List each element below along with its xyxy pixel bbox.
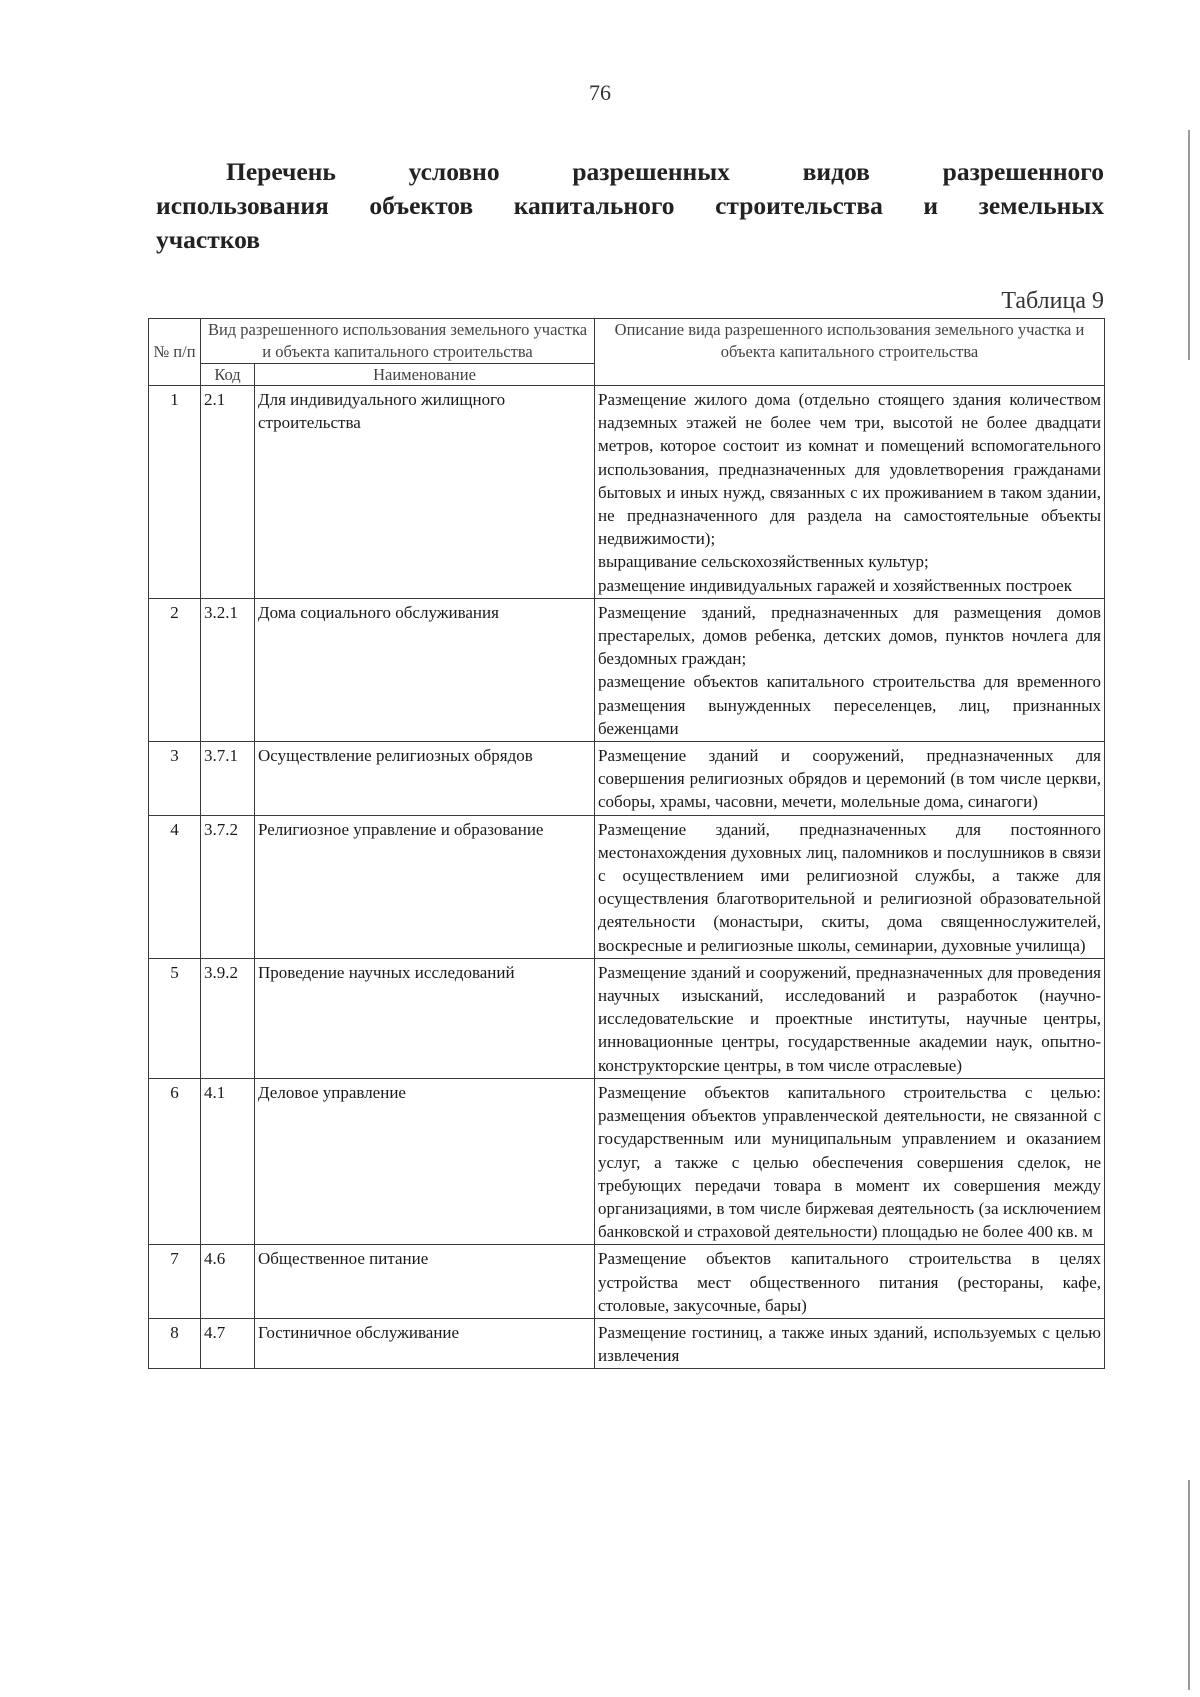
description-paragraph: Размещение объектов капитального строительства с целью: размещения объектов управленческой деятельности, не связанной с государственным или муниципальным управлением и оказанием услуг, а также с целью обеспечения совершения сделок, не требующих передачи товара в момент их совершения между организациями, в том числе биржевая деятельность (за исключением банковской и страховой деятельности) площадью не более 400 кв. м [598, 1082, 1101, 1242]
description-paragraph: Размещение объектов капитального строительства в целях устройства мест общественного питания (рестораны, кафе, столовые, закусочные, бары) [598, 1249, 1101, 1315]
description-paragraph: размещение индивидуальных гаражей и хозяйственных построек [598, 575, 1072, 595]
table-row [149, 1318, 1105, 1368]
header-code: Код [201, 364, 255, 386]
header-num: № п/п [149, 319, 201, 386]
row-description [595, 598, 1105, 741]
land-use-table [148, 318, 1105, 1369]
table-row [149, 958, 1105, 1078]
row-code: 3.7.2 [201, 815, 255, 958]
scan-edge-mark [1188, 130, 1190, 360]
heading-line-3: участков [156, 225, 260, 254]
row-description [595, 742, 1105, 816]
row-number: 1 [149, 386, 201, 599]
description-paragraph: размещение объектов капитального строительства для временного размещения вынужденных переселенцев, лиц, признанных беженцами [598, 672, 1101, 738]
row-description [595, 1318, 1105, 1368]
description-paragraph: Размещение зданий и сооружений, предназначенных для проведения научных изысканий, исследований и разработок (научно-исследовательские и проектные институты, научные центры, инновационные центры, государственные академии наук, опытно-конструкторские центры, в том числе отраслевые) [598, 962, 1101, 1075]
row-code: 3.9.2 [201, 958, 255, 1078]
row-name: Деловое управление [255, 1078, 595, 1244]
table-row [149, 598, 1105, 741]
table-row [149, 815, 1105, 958]
header-name: Наименование [255, 364, 595, 386]
row-code: 4.6 [201, 1245, 255, 1319]
table-body [149, 386, 1105, 1369]
row-name: Общественное питание [255, 1245, 595, 1319]
row-number: 2 [149, 598, 201, 741]
heading-line-2: использования объектов капитального строительства и земельных [156, 191, 1104, 220]
table-caption: Таблица 9 [1001, 288, 1104, 314]
document-heading [156, 155, 1104, 257]
row-number: 5 [149, 958, 201, 1078]
table-row [149, 742, 1105, 816]
row-name: Дома социального обслуживания [255, 598, 595, 741]
row-code: 4.1 [201, 1078, 255, 1244]
row-number: 7 [149, 1245, 201, 1319]
row-description [595, 815, 1105, 958]
row-number: 8 [149, 1318, 201, 1368]
description-paragraph: выращивание сельскохозяйственных культур; [598, 552, 929, 572]
heading-line-1: Перечень условно разрешенных видов разрешенного [226, 157, 1104, 186]
scan-edge-mark [1188, 1480, 1190, 1690]
row-name: Осуществление религиозных обрядов [255, 742, 595, 816]
table-row [149, 1245, 1105, 1319]
table-row [149, 386, 1105, 599]
row-number: 3 [149, 742, 201, 816]
row-code: 2.1 [201, 386, 255, 599]
header-description: Описание вида разрешенного использования земельного участка и объекта капитального строительства [595, 319, 1105, 386]
row-name: Религиозное управление и образование [255, 815, 595, 958]
row-code: 3.7.1 [201, 742, 255, 816]
description-paragraph: Размещение зданий, предназначенных для постоянного местонахождения духовных лиц, паломников и послушников в связи с осуществлением ими религиозной службы, а также для осуществления благотворительной и религиозной образовательной деятельности (монастыри, скиты, дома священнослужителей, воскресные и религиозные школы, семинарии, духовные училища) [598, 819, 1101, 955]
header-group: Вид разрешенного использования земельного участка и объекта капитального строительства [201, 319, 595, 364]
page-number: 76 [589, 80, 611, 105]
row-name: Проведение научных исследований [255, 958, 595, 1078]
row-description [595, 1245, 1105, 1319]
row-description [595, 386, 1105, 599]
row-name: Гостиничное обслуживание [255, 1318, 595, 1368]
table-row [149, 1078, 1105, 1244]
row-number: 4 [149, 815, 201, 958]
description-paragraph: Размещение зданий, предназначенных для размещения домов престарелых, домов ребенка, детских домов, пунктов ночлега для бездомных граждан; [598, 602, 1101, 669]
row-code: 4.7 [201, 1318, 255, 1368]
row-code: 3.2.1 [201, 598, 255, 741]
row-number: 6 [149, 1078, 201, 1244]
description-paragraph: Размещение жилого дома (отдельно стоящего здания количеством надземных этажей не более чем три, высотой не более двадцати метров, которое состоит из комнат и помещений вспомогательного использования, предназначенных для удовлетворения гражданами бытовых и иных нужд, связанных с их проживанием в таком здании, не предназначенного для раздела на самостоятельные объекты недвижимости); [598, 390, 1101, 549]
description-paragraph: Размещение зданий и сооружений, предназначенных для совершения религиозных обрядов и церемоний (в том числе церкви, соборы, храмы, часовни, мечети, молельные дома, синагоги) [598, 746, 1101, 812]
description-paragraph: Размещение гостиниц, а также иных зданий, используемых с целью извлечения [598, 1322, 1101, 1366]
row-description [595, 958, 1105, 1078]
row-name: Для индивидуального жилищного строительства [255, 386, 595, 599]
row-description [595, 1078, 1105, 1244]
